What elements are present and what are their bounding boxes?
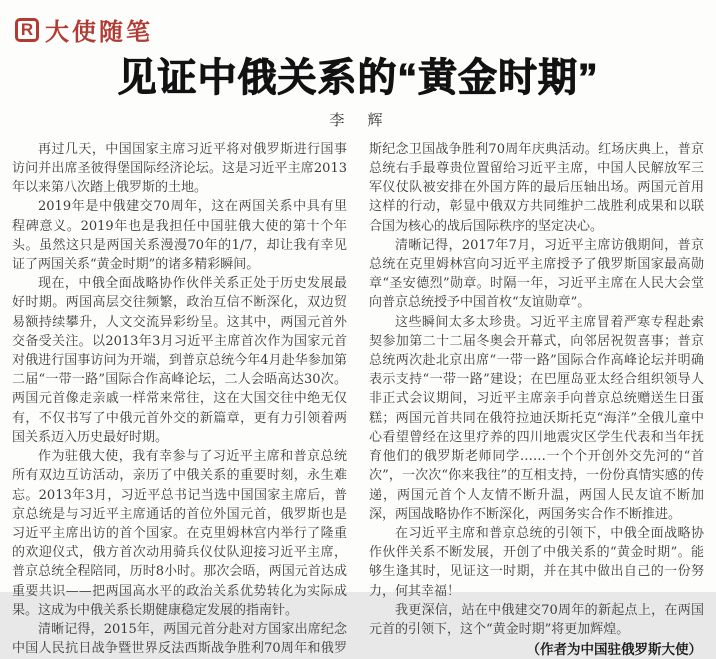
- paragraph: 这些瞬间太多太珍贵。习近平主席冒着严寒专程赴索契参加第二十二届冬奥会开幕式，向邻居祝贺喜事；普京总统两次赴北京出席“一带一路”国际合作高峰论坛并明确表示支持“一带一路”建设；在巴厘岛亚太经合组织领导人非正式会议期间，习近平主席亲手向普京总统赠送生日蛋糕；两国元首共同在俄符拉迪沃斯托克“海洋”全俄儿童中心看望曾经在这里疗养的四川地震灾区学生代表和当年抚育他们的俄罗斯老师同学……一个个开创外交先河的“首次”，一次次“你来我往”的互相支持，一份份真情实感的传递，两国元首个人友情不断升温，两国人民友谊不断加深，两国战略协作不断深化，两国务实合作不断推进。: [369, 314, 704, 522]
- paragraph: 2019年是中俄建交70周年，这在两国关系中具有里程碑意义。2019年也是我担任中国驻俄大使的第十个年头。虽然这只是两国关系漫漫70年的1/7，却让我有幸见证了两国关系“黄金时期”的诸多精彩瞬间。: [12, 199, 347, 273]
- column-header: [0, 0, 716, 47]
- paragraph: 作为驻俄大使，我有幸参与了习近平主席和普京总统所有双边互访活动，亲历了中俄关系的重要时刻，永生难忘。2013年3月，习近平总书记当选中国国家主席后，普京总统是与习近平主席通话的首位外国元首，俄罗斯也是习近平主席出访的首个国家。在克里姆林宫内举行了隆重的欢迎仪式，俄方首次动用骑兵仪仗队迎接习近平主席，普京总统全程陪同，历时8小时。那次会晤，两国元首达成重要共识——把两国高水平的政治关系优势转化为实际成果。这成为中俄关系长期健康稳定发展的指南针。: [12, 449, 347, 618]
- paragraph: 清晰记得，2017年7月，习近平主席访俄期间，普京总统在克里姆林宫向习近平主席授予了俄罗斯国家最高勋章“圣安德烈”勋章。时隔一年，习近平主席在人民大会堂向普京总统授予中国首枚“友谊勋章”。: [369, 237, 704, 311]
- paragraph: 清晰记得，2015年，两国元首分赴对方国家出席纪念中国人民抗日战争暨世界反法西斯战争胜利70周年和俄罗斯纪念卫国战争胜利70周年庆典活动。红场庆典上，普京总统右手最尊贵位置留给习近平主席，中国人民解放军三军仪仗队被安排在外国方阵的最后压轴出场。两国元首用这样的行动，彰显中俄双方共同维护二战胜利成果和以联合国为核心的战后国际秩序的坚定决心。: [12, 141, 704, 657]
- paragraph: 现在，中俄全面战略协作伙伴关系正处于历史发展最好时期。两国高层交往频繁，政治互信不断深化，双边贸易额持续攀升，人文交流异彩纷呈。这其中，两国元首外交备受关注。以2013年3月习近平主席首次作为国家元首对俄进行国事访问为开端，到普京总统今年4月赴华参加第二届“一带一路”国际合作高峰论坛，二人会晤高达30次。两国元首像走亲戚一样常来常往，这在大国交往中绝无仅有，不仅书写了中俄元首外交的新篇章，更有力引领着两国关系迈入历史最好时期。: [12, 276, 347, 445]
- column-logo-icon: R: [15, 18, 39, 42]
- author-byline: （作者为中国驻俄罗斯大使）: [526, 642, 702, 658]
- article-body: [12, 140, 704, 659]
- article-title: 见证中俄关系的“黄金时期”: [117, 57, 599, 100]
- article-author: 李 辉: [329, 110, 387, 129]
- paragraph: 我更深信，站在中俄建交70周年的新起点上，在两国元首的引领下，这个“黄金时期”将更加辉煌。: [369, 602, 704, 637]
- paragraph: 在习近平主席和普京总统的引领下，中俄全面战略协作伙伴关系不断发展，开创了中俄关系的“黄金时期”。能够生逢其时，见证这一时期，并在其中做出自己的一份努力，何其幸福！: [369, 525, 704, 599]
- column-label: 大使随笔: [45, 19, 153, 46]
- paragraph: 再过几天，中国国家主席习近平将对俄罗斯进行国事访问并出席圣彼得堡国际经济论坛。这是习近平主席2013年以来第八次踏上俄罗斯的土地。: [12, 141, 347, 196]
